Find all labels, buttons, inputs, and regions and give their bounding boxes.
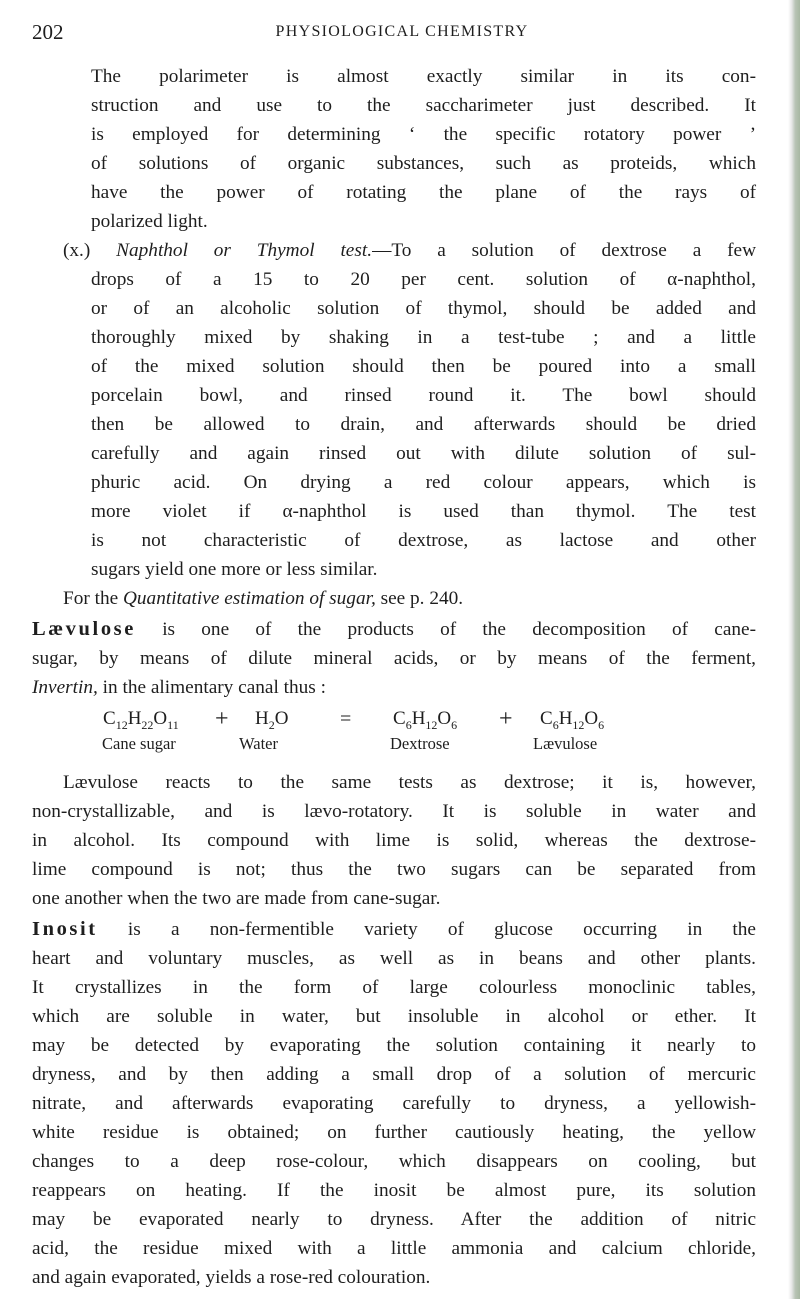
text-line: phuric acid. On drying a red colour appears, which is — [91, 472, 756, 493]
cross-reference-title: Quantitative estimation of sugar, — [122, 588, 376, 609]
text-line: changes to a deep rose-colour, which disappears on cooling, but — [32, 1151, 756, 1172]
text-line: in alcohol. Its compound with lime is solid, whereas the dextrose- — [32, 830, 756, 851]
text-line: lime compound is not; thus the two sugars can be separated from — [32, 859, 756, 880]
formula-cane-sugar — [103, 708, 179, 733]
text-line: struction and use to the saccharimeter just described. It — [91, 95, 756, 116]
text-line: carefully and again rinsed out with dilute solution of sul- — [91, 443, 756, 464]
text-line: and again evaporated, yields a rose-red colouration. — [32, 1267, 431, 1288]
text-span: O — [274, 708, 289, 729]
text-line: which are soluble in water, but insoluble in alcohol or ether. It — [32, 1006, 756, 1027]
text-line: sugars yield one more or less similar. — [91, 559, 378, 580]
text-span: —To a solution of dextrose a few — [372, 240, 757, 261]
plus-sign: + — [499, 706, 513, 732]
text-line: is not characteristic of dextrose, as lactose and other — [91, 530, 756, 551]
label-water: Water — [239, 734, 278, 753]
text-span: H — [127, 708, 142, 729]
text-span: O — [584, 708, 599, 729]
text-span: H — [255, 708, 269, 729]
subscript: 2 — [268, 717, 275, 732]
section-number: (x.) — [63, 240, 117, 261]
text-line: acid, the residue mixed with a little ammonia and calcium chloride, — [32, 1238, 756, 1259]
text-line: may be detected by evaporating the solution containing it nearly to — [32, 1035, 756, 1056]
text-span: see p. 240. — [375, 588, 464, 609]
text-span: H — [411, 708, 426, 729]
subscript: 12 — [115, 717, 128, 732]
text-line: It crystallizes in the form of large colourless monoclinic tables, — [32, 977, 756, 998]
text-line — [32, 615, 756, 644]
text-line: white residue is obtained; on further cautiously heating, the yellow — [32, 1122, 756, 1143]
text-line: one another when the two are made from cane-sugar. — [32, 888, 441, 909]
text-line: dryness, and by then adding a small drop of a solution of mercuric — [32, 1064, 756, 1085]
subhead-laevulose: Lævulose — [32, 618, 136, 640]
text-line — [32, 915, 756, 944]
page-header — [32, 20, 772, 44]
subscript: 6 — [451, 717, 458, 732]
page-number: 202 — [32, 20, 64, 44]
text-span: H — [558, 708, 573, 729]
text-line: then be allowed to drain, and afterwards should be dried — [91, 414, 756, 435]
text-line: nitrate, and afterwards evaporating carefully to dryness, a yellowish- — [32, 1093, 756, 1114]
text-line — [32, 673, 756, 702]
text-line: is employed for determining ‘ the specific rotatory power ’ — [91, 124, 756, 145]
text-span: C — [393, 708, 406, 729]
text-span: C — [103, 708, 116, 729]
running-head: PHYSIOLOGICAL CHEMISTRY — [275, 23, 529, 40]
text-line: Lævulose reacts to the same tests as dextrose; it is, however, — [63, 772, 756, 793]
subscript: 12 — [572, 717, 585, 732]
formula-dextrose — [393, 708, 457, 733]
text-line — [63, 584, 756, 613]
subscript: 22 — [141, 717, 154, 732]
text-span: O — [437, 708, 452, 729]
text-line: sugar, by means of dilute mineral acids, or by means of the ferment, — [32, 648, 756, 669]
subscript: 12 — [425, 717, 438, 732]
text-line: The polarimeter is almost exactly similar in its con- — [91, 66, 756, 87]
text-line: polarized light. — [91, 211, 208, 232]
text-line: of the mixed solution should then be poured into a small — [91, 356, 756, 377]
text-span: For the — [63, 588, 123, 609]
test-name: Naphthol or Thymol test. — [116, 240, 373, 261]
text-span: is one of the products of the decomposition of cane- — [135, 619, 756, 640]
plus-sign: + — [215, 706, 229, 732]
chemical-equation — [103, 708, 753, 762]
text-span: C — [540, 708, 553, 729]
equals-sign: = — [340, 708, 352, 730]
text-line: may be evaporated nearly to dryness. After the addition of nitric — [32, 1209, 756, 1230]
subscript: 6 — [405, 717, 412, 732]
text-line: more violet if α-naphthol is used than thymol. The test — [91, 501, 756, 522]
formula-laevulose — [540, 708, 604, 733]
label-laevulose: Lævulose — [533, 734, 598, 753]
label-dextrose: Dextrose — [390, 734, 450, 753]
subhead-inosit: Inosit — [32, 918, 98, 940]
text-line: of solutions of organic substances, such as proteids, which — [91, 153, 756, 174]
text-line: reappears on heating. If the inosit be almost pure, its solution — [32, 1180, 756, 1201]
page-edge — [788, 0, 800, 1299]
text-span: is a non-fermentible variety of glucose occurring in the — [97, 919, 756, 940]
text-line: thoroughly mixed by shaking in a test-tube ; and a little — [91, 327, 756, 348]
subscript: 6 — [552, 717, 559, 732]
text-span: O — [153, 708, 168, 729]
ferment-name: Invertin, — [32, 677, 98, 698]
text-line: porcelain bowl, and rinsed round it. The bowl should — [91, 385, 756, 406]
text-line: drops of a 15 to 20 per cent. solution of α-naphthol, — [91, 269, 756, 290]
text-span: in the alimentary canal thus : — [97, 677, 326, 698]
text-line — [63, 236, 756, 265]
subscript: 6 — [598, 717, 605, 732]
text-line: have the power of rotating the plane of the rays of — [91, 182, 756, 203]
subscript: 11 — [167, 717, 179, 732]
text-line: non-crystallizable, and is lævo-rotatory. It is soluble in water and — [32, 801, 756, 822]
text-line: heart and voluntary muscles, as well as in beans and other plants. — [32, 948, 756, 969]
text-line: or of an alcoholic solution of thymol, should be added and — [91, 298, 756, 319]
label-cane-sugar: Cane sugar — [102, 734, 176, 753]
formula-water — [255, 708, 288, 733]
